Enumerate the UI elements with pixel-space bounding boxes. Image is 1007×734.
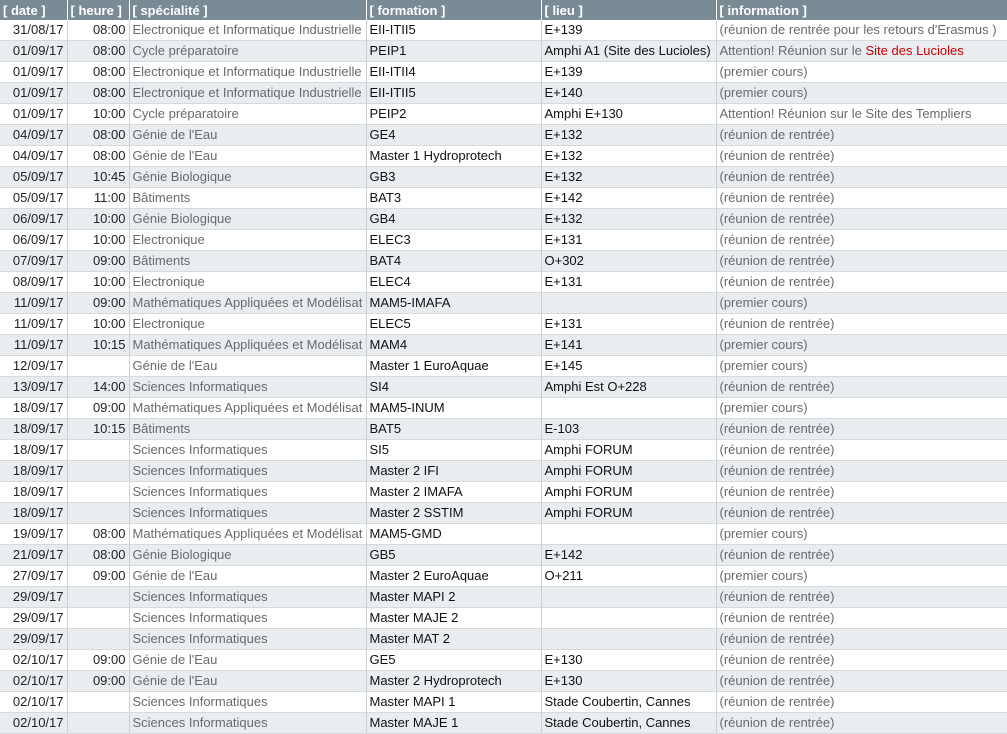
date-cell: 31/08/17 xyxy=(0,20,67,41)
date-cell: 27/09/17 xyxy=(0,566,67,587)
date-cell: 06/09/17 xyxy=(0,209,67,230)
information-cell xyxy=(716,62,1007,83)
formation-cell: Master 2 SSTIM xyxy=(366,503,541,524)
formation-cell: Master 2 EuroAquae xyxy=(366,566,541,587)
lieu-cell xyxy=(541,608,716,629)
information-cell xyxy=(716,188,1007,209)
heure-cell: 10:00 xyxy=(67,104,129,125)
lieu-cell: E+145 xyxy=(541,356,716,377)
heure-cell: 10:00 xyxy=(67,272,129,293)
information-text: (réunion de rentrée) xyxy=(719,148,835,163)
information-text: (réunion de rentrée) xyxy=(719,463,835,478)
information-cell xyxy=(716,440,1007,461)
table-row xyxy=(0,713,1007,734)
table-row xyxy=(0,356,1007,377)
formation-cell: MAM5-GMD xyxy=(366,524,541,545)
information-text: Attention! Réunion sur le xyxy=(719,43,866,58)
information-text: (réunion de rentrée) xyxy=(719,274,835,289)
table-row xyxy=(0,398,1007,419)
heure-cell: 10:00 xyxy=(67,209,129,230)
heure-cell xyxy=(67,356,129,377)
information-text: (réunion de rentrée) xyxy=(719,127,835,142)
lieu-cell: E+132 xyxy=(541,125,716,146)
heure-cell: 08:00 xyxy=(67,20,129,41)
information-text: (réunion de rentrée) xyxy=(719,505,835,520)
lieu-cell: Amphi FORUM xyxy=(541,461,716,482)
heure-cell: 14:00 xyxy=(67,377,129,398)
lieu-cell: Amphi A1 (Site des Lucioles) xyxy=(541,41,716,62)
heure-cell: 08:00 xyxy=(67,41,129,62)
specialite-cell: Génie Biologique xyxy=(129,167,366,188)
information-text: (réunion de rentrée) xyxy=(719,631,835,646)
lieu-cell: E+130 xyxy=(541,650,716,671)
information-text: (réunion de rentrée) xyxy=(719,589,835,604)
table-row xyxy=(0,104,1007,125)
heure-cell: 09:00 xyxy=(67,671,129,692)
heure-cell: 09:00 xyxy=(67,251,129,272)
formation-cell: PEIP1 xyxy=(366,41,541,62)
heure-cell xyxy=(67,440,129,461)
formation-cell: MAM5-IMAFA xyxy=(366,293,541,314)
heure-cell: 08:00 xyxy=(67,62,129,83)
information-text: (premier cours) xyxy=(719,337,808,352)
heure-cell: 09:00 xyxy=(67,293,129,314)
column-header-heure[interactable]: [ heure ] xyxy=(67,0,129,20)
specialite-cell: Sciences Informatiques xyxy=(129,713,366,734)
information-text: (réunion de rentrée) xyxy=(719,379,835,394)
formation-cell: EII-ITII4 xyxy=(366,62,541,83)
information-text: (réunion de rentrée) xyxy=(719,190,835,205)
specialite-cell: Electronique et Informatique Industrielle xyxy=(129,62,366,83)
heure-cell: 09:00 xyxy=(67,398,129,419)
table-row xyxy=(0,209,1007,230)
lieu-cell: Amphi E+130 xyxy=(541,104,716,125)
formation-cell: Master 2 IMAFA xyxy=(366,482,541,503)
date-cell: 18/09/17 xyxy=(0,440,67,461)
date-cell: 06/09/17 xyxy=(0,230,67,251)
information-cell xyxy=(716,104,1007,125)
lieu-cell: E+132 xyxy=(541,167,716,188)
table-row xyxy=(0,251,1007,272)
information-text: (réunion de rentrée) xyxy=(719,316,835,331)
information-cell xyxy=(716,545,1007,566)
heure-cell xyxy=(67,503,129,524)
table-row xyxy=(0,419,1007,440)
formation-cell: Master MAJE 1 xyxy=(366,713,541,734)
formation-cell: GB4 xyxy=(366,209,541,230)
table-row xyxy=(0,377,1007,398)
heure-cell xyxy=(67,587,129,608)
information-cell xyxy=(716,629,1007,650)
specialite-cell: Bâtiments xyxy=(129,188,366,209)
lieu-cell: E+130 xyxy=(541,671,716,692)
formation-cell: Master MAPI 2 xyxy=(366,587,541,608)
information-cell xyxy=(716,356,1007,377)
heure-cell xyxy=(67,629,129,650)
specialite-cell: Electronique xyxy=(129,230,366,251)
date-cell: 01/09/17 xyxy=(0,83,67,104)
date-cell: 18/09/17 xyxy=(0,461,67,482)
date-cell: 18/09/17 xyxy=(0,419,67,440)
information-text: (réunion de rentrée) xyxy=(719,610,835,625)
date-cell: 02/10/17 xyxy=(0,713,67,734)
lieu-cell xyxy=(541,629,716,650)
date-cell: 02/10/17 xyxy=(0,650,67,671)
table-row xyxy=(0,230,1007,251)
specialite-cell: Electronique et Informatique Industrielle xyxy=(129,83,366,104)
date-cell: 01/09/17 xyxy=(0,62,67,83)
information-cell xyxy=(716,692,1007,713)
specialite-cell: Sciences Informatiques xyxy=(129,587,366,608)
date-cell: 01/09/17 xyxy=(0,41,67,62)
table-row xyxy=(0,83,1007,104)
information-text: (réunion de rentrée) xyxy=(719,694,835,709)
information-cell xyxy=(716,41,1007,62)
specialite-cell: Mathématiques Appliquées et Modélisat xyxy=(129,335,366,356)
information-cell xyxy=(716,713,1007,734)
lieu-cell: E+139 xyxy=(541,62,716,83)
formation-cell: BAT3 xyxy=(366,188,541,209)
table-body xyxy=(0,20,1007,734)
table-row xyxy=(0,20,1007,41)
formation-cell: Master MAJE 2 xyxy=(366,608,541,629)
table-row xyxy=(0,146,1007,167)
lieu-cell: E+131 xyxy=(541,272,716,293)
information-text: (réunion de rentrée) xyxy=(719,673,835,688)
specialite-cell: Génie Biologique xyxy=(129,545,366,566)
heure-cell xyxy=(67,482,129,503)
table-row xyxy=(0,503,1007,524)
information-text: (réunion de rentrée) xyxy=(719,211,835,226)
lieu-cell: Amphi FORUM xyxy=(541,440,716,461)
formation-cell: PEIP2 xyxy=(366,104,541,125)
specialite-cell: Génie de l'Eau xyxy=(129,650,366,671)
formation-cell: Master MAT 2 xyxy=(366,629,541,650)
date-cell: 05/09/17 xyxy=(0,167,67,188)
information-text: (réunion de rentrée) xyxy=(719,232,835,247)
specialite-cell: Sciences Informatiques xyxy=(129,503,366,524)
formation-cell: GB5 xyxy=(366,545,541,566)
information-text: Attention! Réunion sur le Site des Templiers xyxy=(719,106,972,121)
information-cell xyxy=(716,146,1007,167)
information-cell xyxy=(716,209,1007,230)
information-cell xyxy=(716,272,1007,293)
heure-cell xyxy=(67,713,129,734)
lieu-cell: O+211 xyxy=(541,566,716,587)
information-text: (premier cours) xyxy=(719,64,808,79)
information-cell xyxy=(716,293,1007,314)
date-cell: 13/09/17 xyxy=(0,377,67,398)
specialite-cell: Génie de l'Eau xyxy=(129,146,366,167)
table-row xyxy=(0,608,1007,629)
specialite-cell: Sciences Informatiques xyxy=(129,482,366,503)
table-row xyxy=(0,545,1007,566)
table-row xyxy=(0,587,1007,608)
column-header-specialite[interactable]: [ spécialité ] xyxy=(129,0,366,20)
table-row xyxy=(0,62,1007,83)
formation-cell: GE5 xyxy=(366,650,541,671)
lieu-cell: E+139 xyxy=(541,20,716,41)
table-row xyxy=(0,188,1007,209)
lieu-cell: Amphi Est O+228 xyxy=(541,377,716,398)
information-cell xyxy=(716,650,1007,671)
specialite-cell: Sciences Informatiques xyxy=(129,608,366,629)
date-cell: 19/09/17 xyxy=(0,524,67,545)
table-row xyxy=(0,671,1007,692)
formation-cell: Master 2 Hydroprotech xyxy=(366,671,541,692)
date-cell: 08/09/17 xyxy=(0,272,67,293)
information-cell xyxy=(716,20,1007,41)
information-cell xyxy=(716,83,1007,104)
date-cell: 04/09/17 xyxy=(0,146,67,167)
information-text: (premier cours) xyxy=(719,85,808,100)
specialite-cell: Mathématiques Appliquées et Modélisat xyxy=(129,524,366,545)
heure-cell xyxy=(67,692,129,713)
information-cell xyxy=(716,461,1007,482)
date-cell: 01/09/17 xyxy=(0,104,67,125)
header-row xyxy=(0,0,1007,20)
information-text: (réunion de rentrée pour les retours d'Erasmus ) xyxy=(719,22,997,37)
information-text: (réunion de rentrée) xyxy=(719,253,835,268)
specialite-cell: Electronique et Informatique Industrielle xyxy=(129,20,366,41)
heure-cell: 08:00 xyxy=(67,146,129,167)
formation-cell: Master 2 IFI xyxy=(366,461,541,482)
formation-cell: ELEC4 xyxy=(366,272,541,293)
formation-cell: Master 1 EuroAquae xyxy=(366,356,541,377)
specialite-cell: Cycle préparatoire xyxy=(129,41,366,62)
table-row xyxy=(0,335,1007,356)
information-cell xyxy=(716,524,1007,545)
table-row xyxy=(0,272,1007,293)
information-cell xyxy=(716,251,1007,272)
formation-cell: SI4 xyxy=(366,377,541,398)
specialite-cell: Génie de l'Eau xyxy=(129,356,366,377)
information-cell xyxy=(716,125,1007,146)
specialite-cell: Sciences Informatiques xyxy=(129,692,366,713)
table-row xyxy=(0,566,1007,587)
formation-cell: MAM5-INUM xyxy=(366,398,541,419)
date-cell: 07/09/17 xyxy=(0,251,67,272)
information-text: (réunion de rentrée) xyxy=(719,421,835,436)
date-cell: 11/09/17 xyxy=(0,314,67,335)
lieu-cell: E+142 xyxy=(541,545,716,566)
heure-cell: 10:15 xyxy=(67,335,129,356)
information-text: (réunion de rentrée) xyxy=(719,484,835,499)
lieu-cell: Stade Coubertin, Cannes xyxy=(541,692,716,713)
specialite-cell: Génie de l'Eau xyxy=(129,671,366,692)
table-row xyxy=(0,650,1007,671)
formation-cell: EII-ITII5 xyxy=(366,20,541,41)
lieu-cell: E+131 xyxy=(541,314,716,335)
information-text: (réunion de rentrée) xyxy=(719,547,835,562)
lieu-cell: E+141 xyxy=(541,335,716,356)
lieu-cell: E+132 xyxy=(541,209,716,230)
date-cell: 29/09/17 xyxy=(0,587,67,608)
information-cell xyxy=(716,167,1007,188)
lieu-cell: Amphi FORUM xyxy=(541,482,716,503)
lieu-cell: Stade Coubertin, Cannes xyxy=(541,713,716,734)
lieu-cell: E+142 xyxy=(541,188,716,209)
formation-cell: Master 1 Hydroprotech xyxy=(366,146,541,167)
heure-cell xyxy=(67,461,129,482)
information-cell xyxy=(716,398,1007,419)
specialite-cell: Génie de l'Eau xyxy=(129,125,366,146)
formation-cell: GE4 xyxy=(366,125,541,146)
heure-cell: 11:00 xyxy=(67,188,129,209)
table-row xyxy=(0,293,1007,314)
information-text: (réunion de rentrée) xyxy=(719,169,835,184)
table-row xyxy=(0,692,1007,713)
heure-cell: 08:00 xyxy=(67,83,129,104)
information-cell xyxy=(716,566,1007,587)
heure-cell xyxy=(67,608,129,629)
formation-cell: EII-ITII5 xyxy=(366,83,541,104)
specialite-cell: Génie Biologique xyxy=(129,209,366,230)
specialite-cell: Sciences Informatiques xyxy=(129,440,366,461)
date-cell: 12/09/17 xyxy=(0,356,67,377)
lieu-cell: O+302 xyxy=(541,251,716,272)
date-cell: 29/09/17 xyxy=(0,629,67,650)
information-cell xyxy=(716,335,1007,356)
heure-cell: 10:45 xyxy=(67,167,129,188)
table-row xyxy=(0,314,1007,335)
table-row xyxy=(0,461,1007,482)
information-text: (premier cours) xyxy=(719,526,808,541)
heure-cell: 09:00 xyxy=(67,566,129,587)
specialite-cell: Génie de l'Eau xyxy=(129,566,366,587)
table-row xyxy=(0,524,1007,545)
date-cell: 02/10/17 xyxy=(0,671,67,692)
column-header-date[interactable]: [ date ] xyxy=(0,0,67,20)
lieu-cell xyxy=(541,398,716,419)
information-text: (premier cours) xyxy=(719,568,808,583)
information-cell xyxy=(716,314,1007,335)
specialite-cell: Mathématiques Appliquées et Modélisat xyxy=(129,293,366,314)
date-cell: 11/09/17 xyxy=(0,335,67,356)
formation-cell: BAT4 xyxy=(366,251,541,272)
lieu-cell: E+132 xyxy=(541,146,716,167)
information-text: (réunion de rentrée) xyxy=(719,442,835,457)
table-row xyxy=(0,482,1007,503)
lieu-cell xyxy=(541,293,716,314)
information-cell xyxy=(716,230,1007,251)
formation-cell: BAT5 xyxy=(366,419,541,440)
date-cell: 05/09/17 xyxy=(0,188,67,209)
date-cell: 18/09/17 xyxy=(0,503,67,524)
specialite-cell: Bâtiments xyxy=(129,419,366,440)
heure-cell: 10:00 xyxy=(67,314,129,335)
lieu-cell xyxy=(541,524,716,545)
date-cell: 18/09/17 xyxy=(0,398,67,419)
table-header xyxy=(0,0,1007,20)
heure-cell: 08:00 xyxy=(67,545,129,566)
formation-cell: Master MAPI 1 xyxy=(366,692,541,713)
information-text: (premier cours) xyxy=(719,358,808,373)
date-cell: 21/09/17 xyxy=(0,545,67,566)
date-cell: 02/10/17 xyxy=(0,692,67,713)
formation-cell: MAM4 xyxy=(366,335,541,356)
formation-cell: GB3 xyxy=(366,167,541,188)
column-header-information[interactable]: [ information ] xyxy=(716,0,1007,20)
lieu-cell xyxy=(541,587,716,608)
specialite-cell: Sciences Informatiques xyxy=(129,629,366,650)
column-header-lieu[interactable]: [ lieu ] xyxy=(541,0,716,20)
table-row xyxy=(0,41,1007,62)
date-cell: 18/09/17 xyxy=(0,482,67,503)
specialite-cell: Electronique xyxy=(129,272,366,293)
formation-cell: SI5 xyxy=(366,440,541,461)
table-row xyxy=(0,629,1007,650)
heure-cell: 08:00 xyxy=(67,524,129,545)
lieu-cell: E+140 xyxy=(541,83,716,104)
information-text: (réunion de rentrée) xyxy=(719,715,835,730)
information-text: (premier cours) xyxy=(719,295,808,310)
information-cell xyxy=(716,671,1007,692)
information-cell xyxy=(716,587,1007,608)
table-row xyxy=(0,125,1007,146)
specialite-cell: Mathématiques Appliquées et Modélisat xyxy=(129,398,366,419)
information-cell xyxy=(716,419,1007,440)
table-row xyxy=(0,167,1007,188)
information-cell xyxy=(716,482,1007,503)
information-cell xyxy=(716,377,1007,398)
information-cell xyxy=(716,503,1007,524)
heure-cell: 09:00 xyxy=(67,650,129,671)
specialite-cell: Bâtiments xyxy=(129,251,366,272)
information-cell xyxy=(716,608,1007,629)
date-cell: 11/09/17 xyxy=(0,293,67,314)
specialite-cell: Electronique xyxy=(129,314,366,335)
heure-cell: 08:00 xyxy=(67,125,129,146)
table-row xyxy=(0,440,1007,461)
information-text: (réunion de rentrée) xyxy=(719,652,835,667)
heure-cell: 10:00 xyxy=(67,230,129,251)
heure-cell: 10:15 xyxy=(67,419,129,440)
specialite-cell: Sciences Informatiques xyxy=(129,377,366,398)
column-header-formation[interactable]: [ formation ] xyxy=(366,0,541,20)
information-highlight-link[interactable]: Site des Lucioles xyxy=(865,43,964,58)
specialite-cell: Sciences Informatiques xyxy=(129,461,366,482)
information-text: (premier cours) xyxy=(719,400,808,415)
formation-cell: ELEC3 xyxy=(366,230,541,251)
lieu-cell: E+131 xyxy=(541,230,716,251)
specialite-cell: Cycle préparatoire xyxy=(129,104,366,125)
lieu-cell: E-103 xyxy=(541,419,716,440)
lieu-cell: Amphi FORUM xyxy=(541,503,716,524)
date-cell: 29/09/17 xyxy=(0,608,67,629)
formation-cell: ELEC5 xyxy=(366,314,541,335)
date-cell: 04/09/17 xyxy=(0,125,67,146)
